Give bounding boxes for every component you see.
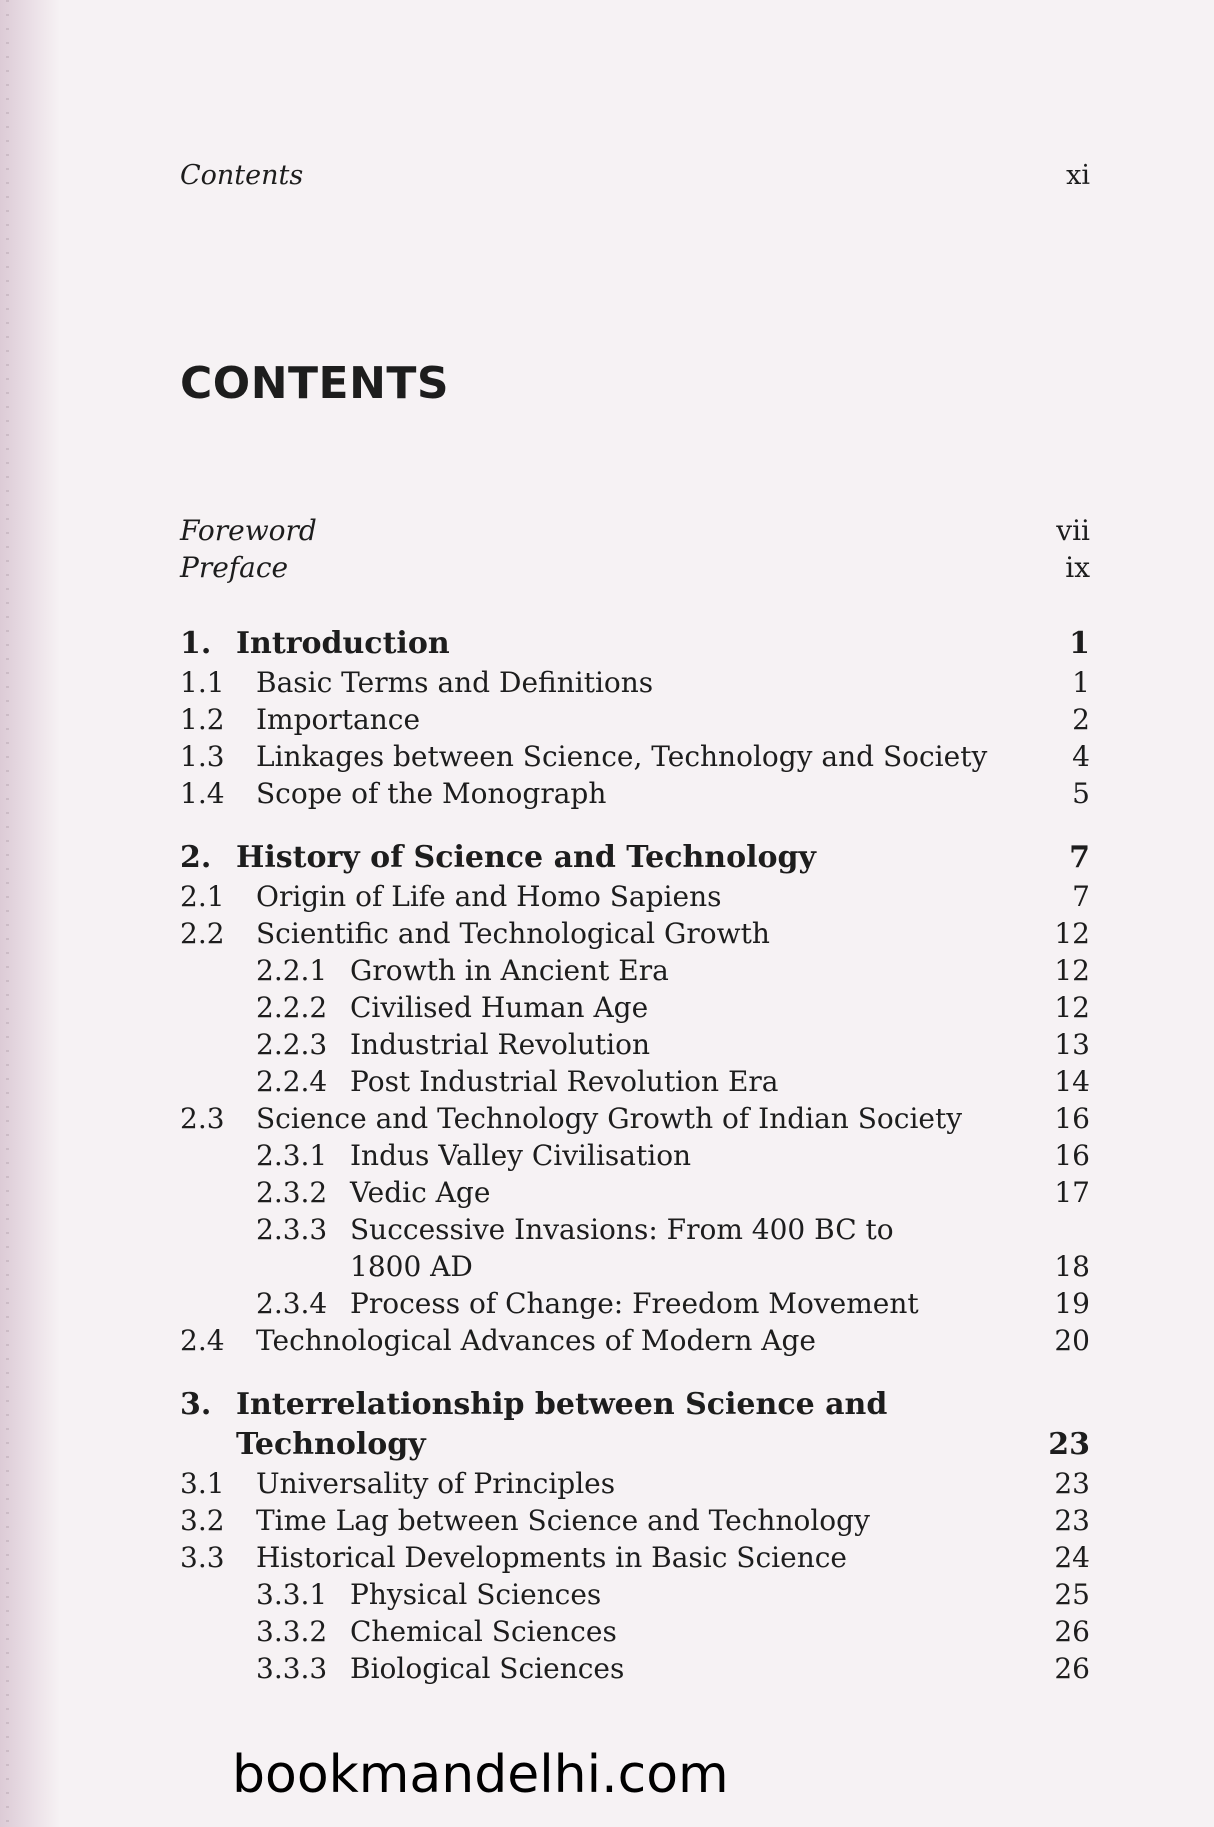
subsection-title: Vedic Age bbox=[350, 1176, 491, 1209]
subsection-title: Civilised Human Age bbox=[350, 991, 649, 1024]
toc-subsection-3-3-2[interactable] bbox=[180, 1613, 1090, 1650]
section-number: 2.3 bbox=[180, 1102, 225, 1135]
subsection-page: 13 bbox=[1054, 1028, 1090, 1061]
toc-subsection-3-3-3[interactable] bbox=[180, 1650, 1090, 1687]
subsection-page: 12 bbox=[1054, 954, 1090, 987]
toc-subsection-2-3-3[interactable] bbox=[180, 1211, 1090, 1248]
section-number: 3.2 bbox=[180, 1504, 225, 1537]
section-page: 1 bbox=[1072, 666, 1090, 699]
toc-subsection-2-3-3-continued[interactable] bbox=[180, 1248, 1090, 1285]
section-title: Linkages between Science, Technology and Society bbox=[256, 740, 988, 773]
toc-chapter-3-continued[interactable] bbox=[180, 1425, 1090, 1465]
section-title: Scope of the Monograph bbox=[256, 777, 607, 810]
toc-entry-foreword[interactable] bbox=[180, 512, 1090, 549]
section-page: 23 bbox=[1054, 1467, 1090, 1500]
section-title: Universality of Principles bbox=[256, 1467, 616, 1500]
subsection-number: 2.2.3 bbox=[256, 1028, 328, 1061]
chapter-title: Interrelationship between Science and bbox=[236, 1387, 888, 1422]
section-page: 5 bbox=[1072, 777, 1090, 810]
subsection-page: 17 bbox=[1054, 1176, 1090, 1209]
section-number: 3.1 bbox=[180, 1467, 225, 1500]
section-page: 24 bbox=[1054, 1541, 1090, 1574]
toc-subsection-2-2-3[interactable] bbox=[180, 1026, 1090, 1063]
section-page: 16 bbox=[1054, 1102, 1090, 1135]
subsection-title-continued: 1800 AD bbox=[350, 1250, 473, 1283]
subsection-title: Industrial Revolution bbox=[350, 1028, 650, 1061]
section-number: 2.4 bbox=[180, 1324, 225, 1357]
toc-subsection-2-2-4[interactable] bbox=[180, 1063, 1090, 1100]
running-head bbox=[180, 160, 1090, 191]
toc-section-2-4[interactable] bbox=[180, 1322, 1090, 1359]
section-page: 20 bbox=[1054, 1324, 1090, 1357]
section-number: 2.1 bbox=[180, 880, 225, 913]
toc-subsection-2-2-2[interactable] bbox=[180, 989, 1090, 1026]
subsection-page: 16 bbox=[1054, 1139, 1090, 1172]
toc-chapter-3[interactable] bbox=[180, 1385, 1090, 1425]
subsection-number: 2.2.2 bbox=[256, 991, 328, 1024]
toc-section-2-3[interactable] bbox=[180, 1100, 1090, 1137]
toc-section-1-1[interactable] bbox=[180, 664, 1090, 701]
section-page: 4 bbox=[1072, 740, 1090, 773]
toc-section-1-2[interactable] bbox=[180, 701, 1090, 738]
section-number: 1.1 bbox=[180, 666, 225, 699]
subsection-page: 26 bbox=[1054, 1652, 1090, 1685]
section-number: 1.3 bbox=[180, 740, 225, 773]
section-title: Science and Technology Growth of Indian Society bbox=[256, 1102, 963, 1135]
subsection-number: 3.3.3 bbox=[256, 1652, 328, 1685]
subsection-page: 14 bbox=[1054, 1065, 1090, 1098]
toc-entry-preface[interactable] bbox=[180, 549, 1090, 586]
subsection-number: 3.3.2 bbox=[256, 1615, 328, 1648]
toc-chapter-1[interactable] bbox=[180, 624, 1090, 664]
subsection-title: Post Industrial Revolution Era bbox=[350, 1065, 779, 1098]
section-page: 23 bbox=[1054, 1504, 1090, 1537]
toc-entry-label: Foreword bbox=[180, 514, 317, 547]
subsection-number: 2.2.4 bbox=[256, 1065, 328, 1098]
toc-section-3-2[interactable] bbox=[180, 1502, 1090, 1539]
section-number: 1.2 bbox=[180, 703, 225, 736]
table-of-contents bbox=[180, 512, 1090, 1687]
toc-subsection-2-3-1[interactable] bbox=[180, 1137, 1090, 1174]
section-title: Historical Developments in Basic Science bbox=[256, 1541, 847, 1574]
subsection-title: Physical Sciences bbox=[350, 1578, 602, 1611]
section-number: 3.3 bbox=[180, 1541, 225, 1574]
section-title: Technological Advances of Modern Age bbox=[256, 1324, 816, 1357]
toc-section-1-3[interactable] bbox=[180, 738, 1090, 775]
section-page: 2 bbox=[1072, 703, 1090, 736]
toc-section-3-3[interactable] bbox=[180, 1539, 1090, 1576]
subsection-title: Growth in Ancient Era bbox=[350, 954, 669, 987]
subsection-title: Process of Change: Freedom Movement bbox=[350, 1287, 919, 1320]
subsection-title: Indus Valley Civilisation bbox=[350, 1139, 692, 1172]
subsection-title: Successive Invasions: From 400 BC to bbox=[350, 1213, 894, 1246]
chapter-title-continued: Technology bbox=[236, 1427, 426, 1462]
chapter-page: 23 bbox=[1048, 1427, 1090, 1462]
section-title: Scientific and Technological Growth bbox=[256, 917, 770, 950]
subsection-title: Chemical Sciences bbox=[350, 1615, 617, 1648]
subsection-page: 26 bbox=[1054, 1615, 1090, 1648]
subsection-number: 2.3.2 bbox=[256, 1176, 328, 1209]
subsection-number: 2.3.4 bbox=[256, 1287, 328, 1320]
toc-entry-page: vii bbox=[1056, 514, 1090, 547]
running-head-title: Contents bbox=[180, 160, 304, 191]
chapter-title: History of Science and Technology bbox=[236, 840, 816, 875]
toc-entry-label: Preface bbox=[180, 551, 289, 584]
page-binding-edge bbox=[0, 0, 60, 1827]
toc-subsection-2-2-1[interactable] bbox=[180, 952, 1090, 989]
watermark-text: bookmandelhi.com bbox=[232, 1745, 729, 1805]
chapter-title: Introduction bbox=[236, 626, 450, 661]
section-title: Basic Terms and Definitions bbox=[256, 666, 654, 699]
section-page: 12 bbox=[1054, 917, 1090, 950]
subsection-number: 2.3.3 bbox=[256, 1213, 328, 1246]
subsection-page: 18 bbox=[1054, 1250, 1090, 1283]
chapter-number: 1. bbox=[180, 626, 212, 661]
subsection-page: 19 bbox=[1054, 1287, 1090, 1320]
section-title: Origin of Life and Homo Sapiens bbox=[256, 880, 722, 913]
section-title: Time Lag between Science and Technology bbox=[256, 1504, 870, 1537]
toc-section-2-1[interactable] bbox=[180, 878, 1090, 915]
toc-subsection-3-3-1[interactable] bbox=[180, 1576, 1090, 1613]
page-title: CONTENTS bbox=[180, 358, 450, 409]
section-title: Importance bbox=[256, 703, 421, 736]
section-number: 2.2 bbox=[180, 917, 225, 950]
subsection-title: Biological Sciences bbox=[350, 1652, 625, 1685]
subsection-number: 2.3.1 bbox=[256, 1139, 328, 1172]
toc-section-1-4[interactable] bbox=[180, 775, 1090, 812]
toc-subsection-2-3-4[interactable] bbox=[180, 1285, 1090, 1322]
section-number: 1.4 bbox=[180, 777, 225, 810]
chapter-number: 2. bbox=[180, 840, 212, 875]
subsection-page: 25 bbox=[1054, 1578, 1090, 1611]
toc-section-3-1[interactable] bbox=[180, 1465, 1090, 1502]
chapter-page: 7 bbox=[1069, 840, 1090, 875]
chapter-page: 1 bbox=[1069, 626, 1090, 661]
toc-chapter-2[interactable] bbox=[180, 838, 1090, 878]
subsection-number: 2.2.1 bbox=[256, 954, 328, 987]
subsection-number: 3.3.1 bbox=[256, 1578, 328, 1611]
toc-entry-page: ix bbox=[1065, 551, 1090, 584]
toc-section-2-2[interactable] bbox=[180, 915, 1090, 952]
chapter-number: 3. bbox=[180, 1387, 212, 1422]
section-page: 7 bbox=[1072, 880, 1090, 913]
toc-subsection-2-3-2[interactable] bbox=[180, 1174, 1090, 1211]
subsection-page: 12 bbox=[1054, 991, 1090, 1024]
running-head-page-number: xi bbox=[1066, 160, 1090, 191]
